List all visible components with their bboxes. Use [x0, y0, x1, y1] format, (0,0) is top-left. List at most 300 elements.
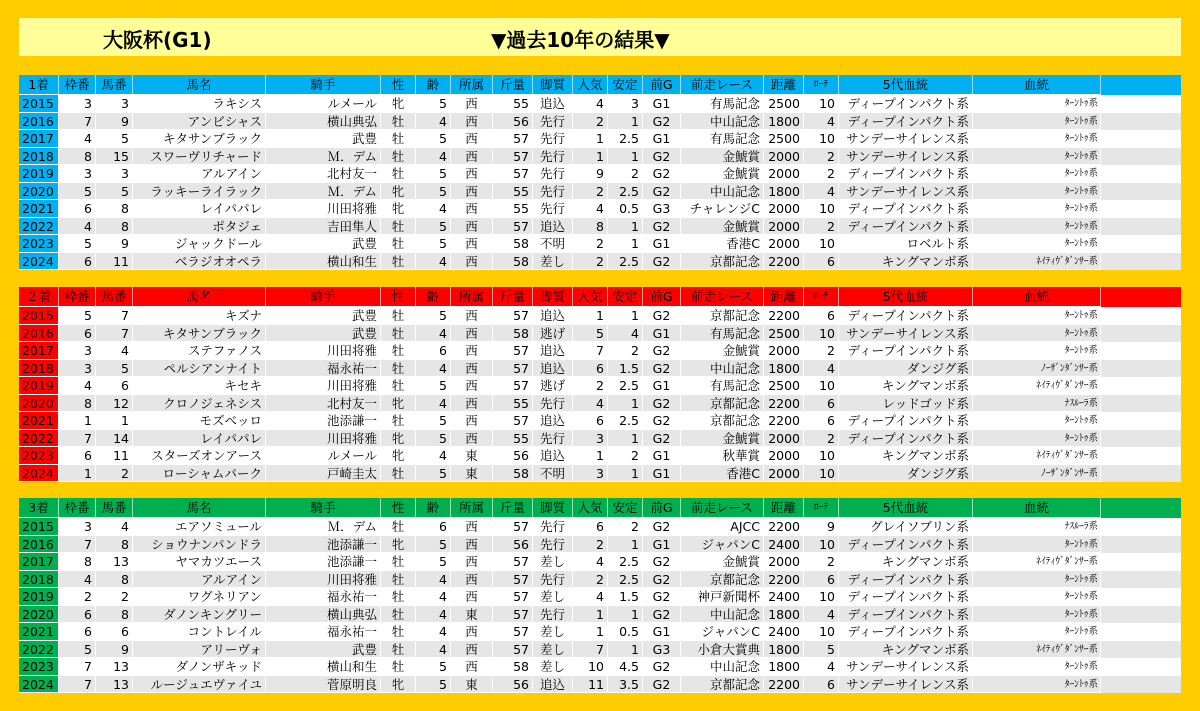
cell-rotation: 9 [804, 518, 839, 536]
cell-sex: 牡 [381, 377, 416, 395]
cell-stable: 西 [451, 571, 493, 589]
cell-horse-number: 2 [96, 588, 133, 606]
cell-gate-number: 8 [59, 395, 96, 413]
cell-age: 4 [416, 360, 451, 378]
cell-prev-race: 香港C [681, 235, 764, 253]
table-row [19, 553, 1181, 571]
cell-rotation: 6 [804, 395, 839, 413]
header-bloodline: 血統 [973, 287, 1101, 307]
header-year: ２着 [19, 287, 59, 307]
cell-horse-name: ルージュエヴァイユ [133, 676, 266, 694]
table-row [19, 518, 1181, 536]
cell-horse-number: 9 [96, 235, 133, 253]
table-row [19, 113, 1181, 131]
cell-year: 2020 [19, 395, 59, 413]
cell-running-style: 先行 [533, 571, 573, 589]
cell-stability: 2.5 [608, 553, 643, 571]
cell-weight: 56 [493, 447, 533, 465]
cell-sex: 牝 [381, 676, 416, 694]
cell-popularity: 4 [573, 200, 608, 218]
header-sex: 性 [381, 498, 416, 518]
header-sex: 性 [381, 287, 416, 307]
cell-jockey: 川田将雅 [266, 342, 381, 360]
cell-popularity: 7 [573, 342, 608, 360]
header-stability: 安定 [608, 75, 643, 95]
cell-stable: 西 [451, 377, 493, 395]
cell-distance: 1800 [764, 641, 804, 659]
cell-age: 4 [416, 253, 451, 271]
cell-rotation: 10 [804, 200, 839, 218]
cell-gate-number: 5 [59, 641, 96, 659]
cell-running-style: 追込 [533, 412, 573, 430]
header-distance: 距離 [764, 498, 804, 518]
cell-horse-number: 5 [96, 360, 133, 378]
cell-age: 5 [416, 465, 451, 483]
cell-prev-grade: G2 [643, 253, 681, 271]
cell-stable: 西 [451, 253, 493, 271]
cell-bloodline: ﾀｰﾝﾄｩ系 [973, 113, 1101, 131]
cell-stability: 1.5 [608, 360, 643, 378]
cell-rotation: 2 [804, 342, 839, 360]
cell-prev-race: チャレンジC [681, 200, 764, 218]
cell-stability: 1.5 [608, 588, 643, 606]
cell-horse-number: 11 [96, 447, 133, 465]
cell-jockey: 吉田隼人 [266, 218, 381, 236]
cell-bloodline-5gen: ダンジグ系 [839, 465, 973, 483]
cell-rotation: 10 [804, 447, 839, 465]
cell-jockey: 北村友一 [266, 165, 381, 183]
cell-stability: 1 [608, 641, 643, 659]
cell-weight: 57 [493, 377, 533, 395]
cell-stable: 西 [451, 588, 493, 606]
cell-horse-name: スワーヴリチャード [133, 148, 266, 166]
cell-stability: 3.5 [608, 676, 643, 694]
cell-weight: 55 [493, 200, 533, 218]
cell-weight: 57 [493, 518, 533, 536]
cell-sex: 牝 [381, 395, 416, 413]
header-distance: 距離 [764, 287, 804, 307]
cell-year: 2017 [19, 342, 59, 360]
cell-prev-grade: G2 [643, 658, 681, 676]
cell-prev-grade: G2 [643, 588, 681, 606]
cell-rotation: 4 [804, 606, 839, 624]
third-place-table [19, 498, 1181, 693]
header-bloodline-5gen: 5代血統 [839, 75, 973, 95]
cell-year: 2018 [19, 571, 59, 589]
cell-year: 2023 [19, 235, 59, 253]
cell-bloodline-5gen: ディープインパクト系 [839, 623, 973, 641]
cell-running-style: 追込 [533, 360, 573, 378]
cell-jockey: Ｍ．デム [266, 518, 381, 536]
cell-stable: 西 [451, 130, 493, 148]
table-row [19, 641, 1181, 659]
cell-age: 4 [416, 623, 451, 641]
cell-sex: 牡 [381, 342, 416, 360]
cell-jockey: 川田将雅 [266, 377, 381, 395]
results-subtitle: ▼過去10年の結果▼ [491, 28, 670, 52]
cell-stability: 2.5 [608, 377, 643, 395]
cell-bloodline: ﾉｰｻﾞﾝﾀﾞﾝｻｰ系 [973, 360, 1101, 378]
cell-year: 2018 [19, 148, 59, 166]
cell-distance: 2400 [764, 588, 804, 606]
cell-distance: 2200 [764, 395, 804, 413]
cell-prev-race: 京都記念 [681, 307, 764, 325]
cell-horse-name: アルアイン [133, 165, 266, 183]
cell-horse-name: ポタジェ [133, 218, 266, 236]
cell-bloodline-5gen: ディープインパクト系 [839, 165, 973, 183]
cell-prev-race: 有馬記念 [681, 377, 764, 395]
cell-gate-number: 4 [59, 571, 96, 589]
cell-stable: 東 [451, 447, 493, 465]
cell-prev-grade: G2 [643, 218, 681, 236]
cell-weight: 55 [493, 395, 533, 413]
cell-rotation: 6 [804, 676, 839, 694]
cell-horse-number: 8 [96, 606, 133, 624]
header-bloodline-5gen: 5代血統 [839, 498, 973, 518]
cell-bloodline-5gen: グレイソブリン系 [839, 518, 973, 536]
cell-distance: 2000 [764, 165, 804, 183]
cell-stable: 西 [451, 430, 493, 448]
cell-sex: 牡 [381, 235, 416, 253]
cell-prev-grade: G2 [643, 553, 681, 571]
cell-age: 5 [416, 536, 451, 554]
cell-age: 4 [416, 325, 451, 343]
cell-bloodline-5gen: ディープインパクト系 [839, 571, 973, 589]
header-bloodline: 血統 [973, 75, 1101, 95]
cell-year: 2019 [19, 377, 59, 395]
cell-stability: 2 [608, 447, 643, 465]
cell-jockey: Ｍ．デム [266, 183, 381, 201]
cell-horse-name: ダノンザキッド [133, 658, 266, 676]
cell-weight: 55 [493, 430, 533, 448]
cell-jockey: 福永祐一 [266, 623, 381, 641]
cell-sex: 牡 [381, 325, 416, 343]
cell-stable: 西 [451, 200, 493, 218]
cell-horse-number: 13 [96, 658, 133, 676]
cell-bloodline: ﾀｰﾝﾄｩ系 [973, 218, 1101, 236]
cell-rotation: 10 [804, 325, 839, 343]
cell-stability: 1 [608, 465, 643, 483]
cell-prev-grade: G2 [643, 606, 681, 624]
cell-popularity: 1 [573, 130, 608, 148]
header-gate-number: 枠番 [59, 287, 96, 307]
cell-rotation: 4 [804, 183, 839, 201]
cell-horse-number: 3 [96, 95, 133, 113]
cell-rotation: 6 [804, 253, 839, 271]
cell-horse-number: 12 [96, 395, 133, 413]
cell-sex: 牡 [381, 518, 416, 536]
cell-bloodline-5gen: キングマンボ系 [839, 253, 973, 271]
cell-sex: 牝 [381, 200, 416, 218]
cell-stability: 1 [608, 430, 643, 448]
cell-weight: 57 [493, 307, 533, 325]
cell-horse-number: 9 [96, 641, 133, 659]
cell-horse-name: モズベッロ [133, 412, 266, 430]
header-jockey: 騎手 [266, 75, 381, 95]
cell-jockey: 菅原明良 [266, 676, 381, 694]
cell-jockey: 福永祐一 [266, 588, 381, 606]
cell-prev-grade: G1 [643, 235, 681, 253]
cell-stable: 東 [451, 676, 493, 694]
cell-horse-name: ヤマカツエース [133, 553, 266, 571]
cell-age: 5 [416, 95, 451, 113]
cell-prev-grade: G2 [643, 571, 681, 589]
cell-prev-race: 金鯱賞 [681, 430, 764, 448]
cell-sex: 牡 [381, 588, 416, 606]
cell-running-style: 不明 [533, 465, 573, 483]
cell-weight: 58 [493, 325, 533, 343]
cell-gate-number: 3 [59, 165, 96, 183]
cell-horse-name: スターズオンアース [133, 447, 266, 465]
header-age: 齢 [416, 287, 451, 307]
cell-popularity: 5 [573, 325, 608, 343]
cell-bloodline: ﾀｰﾝﾄｩ系 [973, 235, 1101, 253]
cell-age: 5 [416, 307, 451, 325]
cell-bloodline: ﾀｰﾝﾄｩ系 [973, 676, 1101, 694]
cell-popularity: 7 [573, 641, 608, 659]
table-row [19, 360, 1181, 378]
cell-stability: 4.5 [608, 658, 643, 676]
header-year: 3着 [19, 498, 59, 518]
header-stable: 所属 [451, 287, 493, 307]
cell-distance: 2000 [764, 553, 804, 571]
cell-year: 2019 [19, 165, 59, 183]
cell-jockey: 戸崎圭太 [266, 465, 381, 483]
cell-jockey: 武豊 [266, 307, 381, 325]
cell-age: 4 [416, 588, 451, 606]
cell-weight: 57 [493, 342, 533, 360]
cell-stable: 西 [451, 342, 493, 360]
table-row [19, 165, 1181, 183]
cell-prev-grade: G1 [643, 325, 681, 343]
cell-prev-grade: G1 [643, 447, 681, 465]
cell-bloodline: ﾀｰﾝﾄｩ系 [973, 606, 1101, 624]
cell-year: 2023 [19, 447, 59, 465]
cell-stable: 東 [451, 465, 493, 483]
cell-year: 2015 [19, 95, 59, 113]
cell-bloodline: ﾀｰﾝﾄｩ系 [973, 571, 1101, 589]
cell-prev-grade: G1 [643, 465, 681, 483]
header-prev-race: 前走レース [681, 287, 764, 307]
cell-sex: 牡 [381, 113, 416, 131]
cell-stable: 西 [451, 165, 493, 183]
cell-running-style: 先行 [533, 130, 573, 148]
header-jockey: 騎手 [266, 498, 381, 518]
cell-distance: 1800 [764, 113, 804, 131]
cell-bloodline-5gen: サンデーサイレンス系 [839, 148, 973, 166]
cell-prev-race: 京都記念 [681, 676, 764, 694]
header-gate-number: 枠番 [59, 498, 96, 518]
cell-jockey: 北村友一 [266, 395, 381, 413]
cell-year: 2021 [19, 200, 59, 218]
cell-weight: 55 [493, 95, 533, 113]
cell-bloodline: ﾉｰｻﾞﾝﾀﾞﾝｻｰ系 [973, 465, 1101, 483]
cell-bloodline-5gen: ディープインパクト系 [839, 307, 973, 325]
table-row [19, 377, 1181, 395]
cell-prev-race: 神戸新聞杯 [681, 588, 764, 606]
cell-horse-number: 14 [96, 430, 133, 448]
cell-stable: 西 [451, 113, 493, 131]
cell-sex: 牡 [381, 412, 416, 430]
race-title: 大阪杯(G1) [103, 28, 212, 52]
cell-bloodline-5gen: ロベルト系 [839, 235, 973, 253]
cell-popularity: 2 [573, 235, 608, 253]
cell-year: 2022 [19, 218, 59, 236]
cell-popularity: 4 [573, 553, 608, 571]
cell-gate-number: 5 [59, 307, 96, 325]
cell-prev-grade: G3 [643, 641, 681, 659]
cell-sex: 牡 [381, 465, 416, 483]
cell-running-style: 差し [533, 658, 573, 676]
cell-horse-name: ジャックドール [133, 235, 266, 253]
header-rotation: ﾛｰﾃ [804, 287, 839, 307]
cell-popularity: 4 [573, 395, 608, 413]
cell-running-style: 差し [533, 641, 573, 659]
table-row [19, 307, 1181, 325]
cell-age: 5 [416, 553, 451, 571]
cell-jockey: 川田将雅 [266, 430, 381, 448]
cell-age: 5 [416, 430, 451, 448]
cell-gate-number: 7 [59, 113, 96, 131]
cell-rotation: 4 [804, 360, 839, 378]
header-age: 齢 [416, 75, 451, 95]
cell-year: 2024 [19, 253, 59, 271]
cell-gate-number: 3 [59, 95, 96, 113]
cell-horse-number: 8 [96, 571, 133, 589]
cell-stable: 西 [451, 641, 493, 659]
header-prev-grade: 前G [643, 287, 681, 307]
cell-weight: 58 [493, 235, 533, 253]
cell-horse-name: ステファノス [133, 342, 266, 360]
cell-gate-number: 5 [59, 235, 96, 253]
cell-prev-race: 有馬記念 [681, 95, 764, 113]
cell-sex: 牡 [381, 606, 416, 624]
cell-prev-race: 香港C [681, 465, 764, 483]
cell-bloodline-5gen: ディープインパクト系 [839, 536, 973, 554]
cell-gate-number: 4 [59, 377, 96, 395]
cell-stable: 西 [451, 412, 493, 430]
cell-year: 2015 [19, 307, 59, 325]
cell-jockey: 横山和生 [266, 253, 381, 271]
cell-bloodline: ﾀｰﾝﾄｩ系 [973, 325, 1101, 343]
header-stable: 所属 [451, 75, 493, 95]
cell-bloodline: ﾅｽﾙｰﾗ系 [973, 518, 1101, 536]
cell-horse-number: 8 [96, 200, 133, 218]
cell-prev-race: ジャパンC [681, 623, 764, 641]
cell-prev-race: 中山記念 [681, 606, 764, 624]
cell-bloodline-5gen: ダンジグ系 [839, 360, 973, 378]
cell-distance: 2000 [764, 342, 804, 360]
header-popularity: 人気 [573, 75, 608, 95]
cell-jockey: 福永祐一 [266, 360, 381, 378]
table-row [19, 253, 1181, 271]
table-row [19, 130, 1181, 148]
cell-prev-race: 京都記念 [681, 412, 764, 430]
cell-sex: 牡 [381, 218, 416, 236]
cell-running-style: 先行 [533, 200, 573, 218]
cell-age: 5 [416, 377, 451, 395]
cell-distance: 1800 [764, 183, 804, 201]
cell-year: 2018 [19, 360, 59, 378]
cell-horse-number: 6 [96, 377, 133, 395]
cell-sex: 牡 [381, 148, 416, 166]
cell-rotation: 5 [804, 641, 839, 659]
cell-bloodline: ﾀｰﾝﾄｩ系 [973, 307, 1101, 325]
cell-running-style: 先行 [533, 165, 573, 183]
cell-year: 2022 [19, 641, 59, 659]
cell-stability: 2.5 [608, 183, 643, 201]
cell-jockey: 武豊 [266, 641, 381, 659]
cell-bloodline-5gen: レッドゴッド系 [839, 395, 973, 413]
cell-year: 2015 [19, 518, 59, 536]
table-row [19, 200, 1181, 218]
cell-gate-number: 5 [59, 183, 96, 201]
cell-prev-race: 有馬記念 [681, 130, 764, 148]
header-horse-name: 馬名 [133, 287, 266, 307]
cell-stability: 1 [608, 148, 643, 166]
header-prev-race: 前走レース [681, 75, 764, 95]
cell-popularity: 6 [573, 412, 608, 430]
header-bloodline-5gen: 5代血統 [839, 287, 973, 307]
header-horse-name: 馬名 [133, 498, 266, 518]
header-jockey: 騎手 [266, 287, 381, 307]
cell-stability: 1 [608, 218, 643, 236]
cell-distance: 2500 [764, 325, 804, 343]
cell-jockey: 川田将雅 [266, 571, 381, 589]
cell-prev-grade: G1 [643, 623, 681, 641]
cell-prev-grade: G3 [643, 200, 681, 218]
cell-age: 5 [416, 676, 451, 694]
cell-bloodline: ﾀｰﾝﾄｩ系 [973, 658, 1101, 676]
header-popularity: 人気 [573, 287, 608, 307]
cell-bloodline-5gen: ディープインパクト系 [839, 606, 973, 624]
cell-distance: 2000 [764, 148, 804, 166]
cell-horse-number: 13 [96, 553, 133, 571]
table-header [19, 75, 1181, 95]
cell-running-style: 差し [533, 553, 573, 571]
cell-bloodline-5gen: サンデーサイレンス系 [839, 183, 973, 201]
table-row [19, 325, 1181, 343]
cell-horse-number: 11 [96, 253, 133, 271]
cell-horse-name: アンビシャス [133, 113, 266, 131]
cell-prev-grade: G2 [643, 183, 681, 201]
table-row [19, 183, 1181, 201]
cell-bloodline: ﾈｲﾃｨｳﾞﾀﾞﾝｻｰ系 [973, 253, 1101, 271]
cell-prev-race: 金鯱賞 [681, 342, 764, 360]
table-row [19, 465, 1181, 483]
cell-weight: 57 [493, 165, 533, 183]
header-year: 1着 [19, 75, 59, 95]
cell-sex: 牡 [381, 165, 416, 183]
cell-horse-number: 1 [96, 412, 133, 430]
header-popularity: 人気 [573, 498, 608, 518]
header-weight: 斤量 [493, 498, 533, 518]
cell-prev-grade: G2 [643, 148, 681, 166]
cell-horse-number: 2 [96, 465, 133, 483]
cell-popularity: 6 [573, 360, 608, 378]
cell-horse-number: 7 [96, 325, 133, 343]
cell-bloodline-5gen: キングマンボ系 [839, 553, 973, 571]
cell-horse-number: 15 [96, 148, 133, 166]
header-stability: 安定 [608, 287, 643, 307]
cell-popularity: 3 [573, 430, 608, 448]
cell-rotation: 10 [804, 130, 839, 148]
cell-gate-number: 2 [59, 588, 96, 606]
cell-prev-grade: G2 [643, 412, 681, 430]
table-row [19, 342, 1181, 360]
table-row [19, 235, 1181, 253]
cell-distance: 2500 [764, 130, 804, 148]
